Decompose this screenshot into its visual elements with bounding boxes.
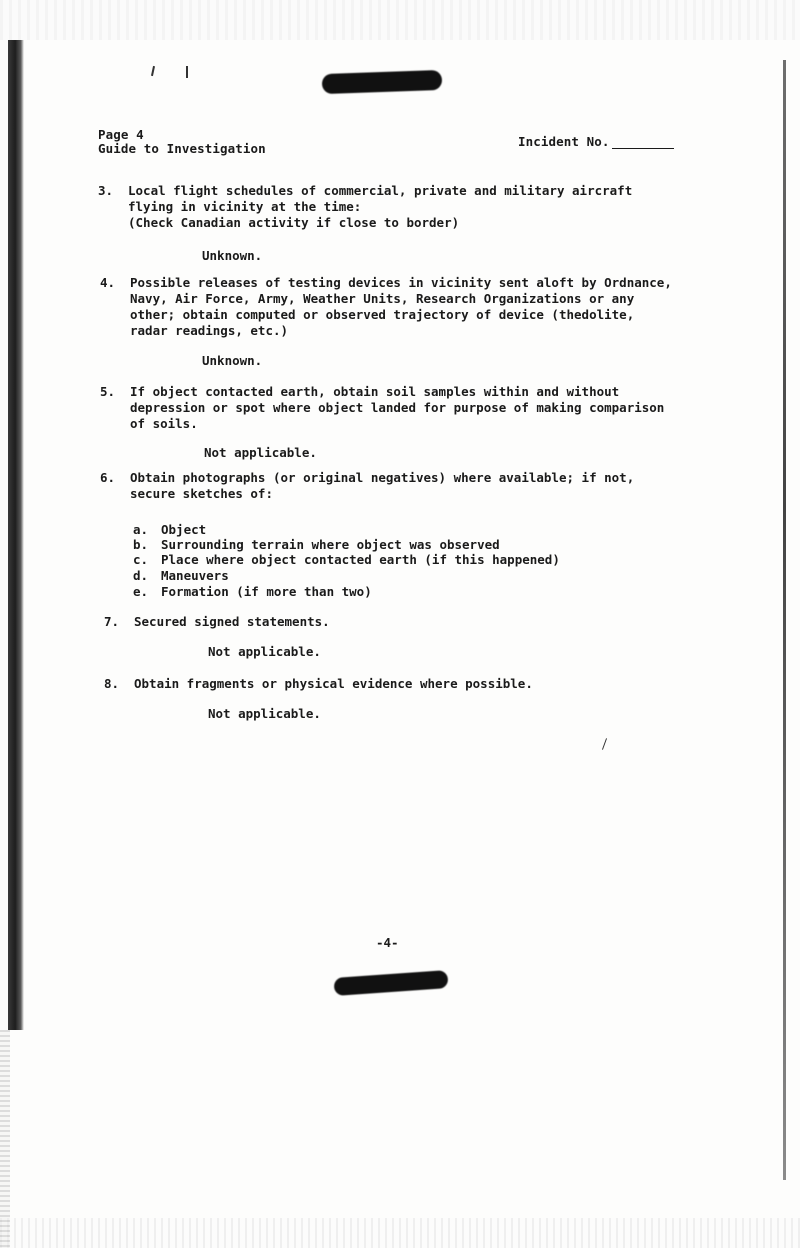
incident-blank-line [612, 136, 674, 149]
item-line: Obtain photographs (or original negatives) where available; if not, [130, 470, 635, 485]
scan-left-edge [8, 40, 24, 1030]
sub-item-d [133, 568, 229, 583]
sub-item-text: Surrounding terrain where object was observed [161, 537, 500, 552]
sub-item-text: Place where object contacted earth (if this happened) [161, 552, 560, 567]
sub-item-e [133, 584, 372, 599]
sub-item-b [133, 537, 500, 552]
sub-item-letter: b. [133, 537, 149, 552]
sub-item-letter: a. [133, 522, 149, 537]
sub-item-c [133, 552, 560, 567]
item-response: Unknown. [202, 353, 263, 368]
item-line: Obtain fragments or physical evidence where possible. [134, 676, 533, 691]
item-line: Navy, Air Force, Army, Weather Units, Research Organizations or any [130, 291, 635, 306]
redaction-mark-bottom [334, 970, 449, 996]
scan-speck [602, 738, 607, 750]
scan-speck [186, 66, 188, 78]
item-line: Secured signed statements. [134, 614, 330, 629]
item-line: radar readings, etc.) [130, 323, 289, 338]
item-line: depression or spot where object landed for purpose of making comparison [130, 400, 665, 415]
guide-title: Guide to Investigation [98, 141, 266, 156]
item-number: 3. [98, 183, 114, 198]
item-number: 4. [100, 275, 116, 290]
sub-item-text: Formation (if more than two) [161, 584, 372, 599]
item-line: If object contacted earth, obtain soil samples within and without [130, 384, 620, 399]
item-line: other; obtain computed or observed trajectory of device (thedolite, [130, 307, 635, 322]
item-text [130, 384, 664, 432]
scan-left-edge-lower [0, 1030, 10, 1248]
item-text [130, 275, 672, 339]
sub-item-letter: e. [133, 584, 149, 599]
sub-item-letter: d. [133, 568, 149, 583]
item-number: 5. [100, 384, 116, 399]
item-line: Local flight schedules of commercial, private and military aircraft [128, 183, 633, 198]
scan-noise-bottom [0, 1218, 800, 1248]
item-line: of soils. [130, 416, 198, 431]
item-response: Not applicable. [204, 445, 317, 460]
item-line: flying in vicinity at the time: [128, 199, 362, 214]
item-response: Not applicable. [208, 706, 321, 721]
item-number: 8. [104, 676, 120, 691]
item-line: (Check Canadian activity if close to border) [128, 215, 460, 230]
item-text [130, 470, 634, 502]
incident-number-field [518, 134, 674, 149]
sub-item-a [133, 522, 206, 537]
item-line: Possible releases of testing devices in vicinity sent aloft by Ordnance, [130, 275, 672, 290]
scan-right-edge [783, 60, 786, 1180]
item-text [128, 183, 632, 231]
page-header [98, 128, 266, 156]
item-text [134, 676, 533, 692]
redaction-mark-top [322, 70, 443, 94]
item-response: Not applicable. [208, 644, 321, 659]
incident-label: Incident No. [518, 134, 610, 149]
item-text [134, 614, 330, 630]
item-number: 7. [104, 614, 120, 629]
sub-item-text: Object [161, 522, 207, 537]
item-number: 6. [100, 470, 116, 485]
sub-item-text: Maneuvers [161, 568, 229, 583]
item-line: secure sketches of: [130, 486, 273, 501]
item-response: Unknown. [202, 248, 263, 263]
page-label: Page 4 [98, 127, 144, 142]
page-number: -4- [376, 935, 399, 950]
sub-item-letter: c. [133, 552, 149, 567]
scan-speck [151, 66, 155, 76]
scan-noise-top [0, 0, 800, 40]
